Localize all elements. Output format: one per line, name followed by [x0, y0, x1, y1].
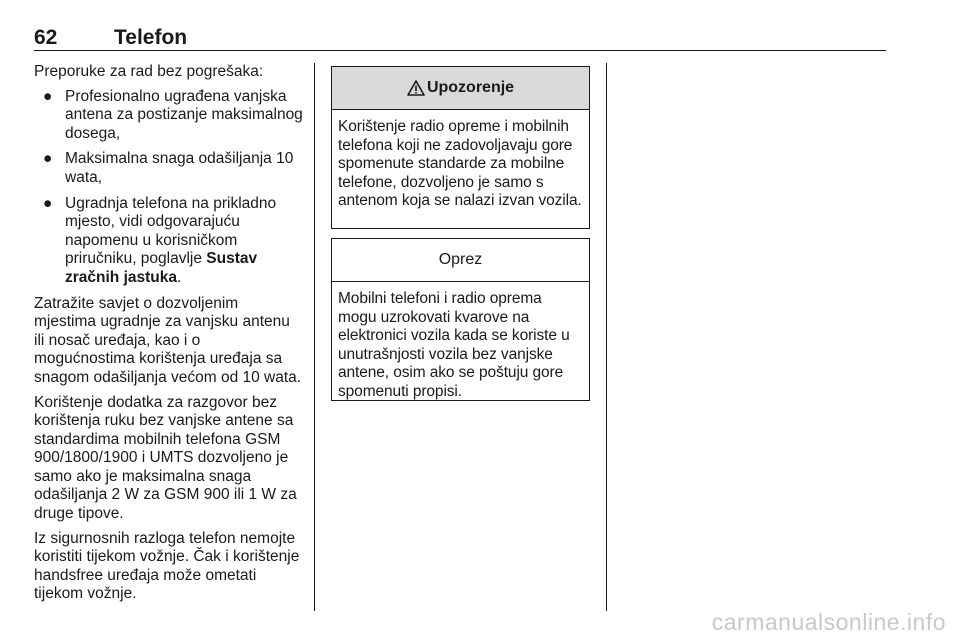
- list-item: [34, 88, 304, 144]
- recommendation-list: [34, 88, 304, 288]
- paragraph-handsfree: Korištenje dodatka za razgovor bez korištenja ruku bez vanjske antene sa standardima mobilnih telefona GSM 900/1800/1900 i UMTS dozvoljeno je samo ako je maksimalna snaga odašiljanja 2 W za GSM 900 ili 1 W za druge tipove.: [34, 393, 297, 523]
- bullet-icon: ●: [43, 194, 53, 212]
- caution-box-text: Mobilni telefoni i radio oprema mogu uzrokovati kvarove na elektronici vozila kada se koriste u unutrašnjosti vozila bez vanjske antene, osim ako se poštuju gore spomenuti propisi.: [338, 290, 570, 400]
- bullet-icon: ●: [43, 87, 53, 105]
- list-item-text: Ugradnja telefona na prikladno mjesto, vidi odgovarajuću napomenu u korisničkom priručniku, poglavlje: [65, 194, 277, 268]
- column-divider: [606, 63, 607, 611]
- warning-box-title: Upozorenje: [426, 79, 515, 96]
- page-title: Telefon: [114, 26, 188, 49]
- left-column: [34, 63, 304, 610]
- chapter-reference-link[interactable]: Sustav zračnih jastuka: [65, 250, 258, 286]
- list-item-text: Maksimalna snaga odašiljanja 10 wata,: [65, 150, 294, 186]
- column-divider: [314, 63, 315, 611]
- caution-box-header: [332, 239, 589, 282]
- list-item: [34, 195, 304, 288]
- caution-box: [331, 238, 590, 401]
- paragraph-safety: Iz sigurnosnih razloga telefon nemojte koristiti tijekom vožnje. Čak i korištenje handsfree uređaja može ometati tijekom vožnje.: [34, 529, 300, 603]
- warning-box-text: Korištenje radio opreme i mobilnih telefona koji ne zadovoljavaju gore spomenute standarde za mobilne telefone, dozvoljeno je samo s antenom koja se nalazi izvan vozila.: [338, 118, 582, 210]
- page-number: 62: [34, 26, 58, 49]
- page-header: [34, 26, 886, 51]
- watermark: carmanualsonline.info: [711, 609, 946, 635]
- list-item-end: .: [177, 268, 182, 286]
- list-item-text: Profesionalno ugrađena vanjska antena za postizanje maksimalnog dosega,: [65, 87, 303, 142]
- paragraph-antenna-advice: Zatražite savjet o dozvoljenim mjestima ugradnje za vanjsku antenu ili nosač uređaja, kao i o mogućnostima korištenja uređaja sa snagom odašiljanja većom od 10 wata.: [34, 294, 302, 386]
- list-item: [34, 150, 304, 187]
- intro-text: Preporuke za rad bez pogrešaka:: [34, 63, 264, 80]
- bullet-icon: ●: [43, 150, 53, 168]
- warning-box-header: [332, 67, 589, 110]
- warning-box: [331, 66, 590, 229]
- warning-triangle-icon: [407, 80, 425, 96]
- caution-box-title: Oprez: [438, 251, 483, 268]
